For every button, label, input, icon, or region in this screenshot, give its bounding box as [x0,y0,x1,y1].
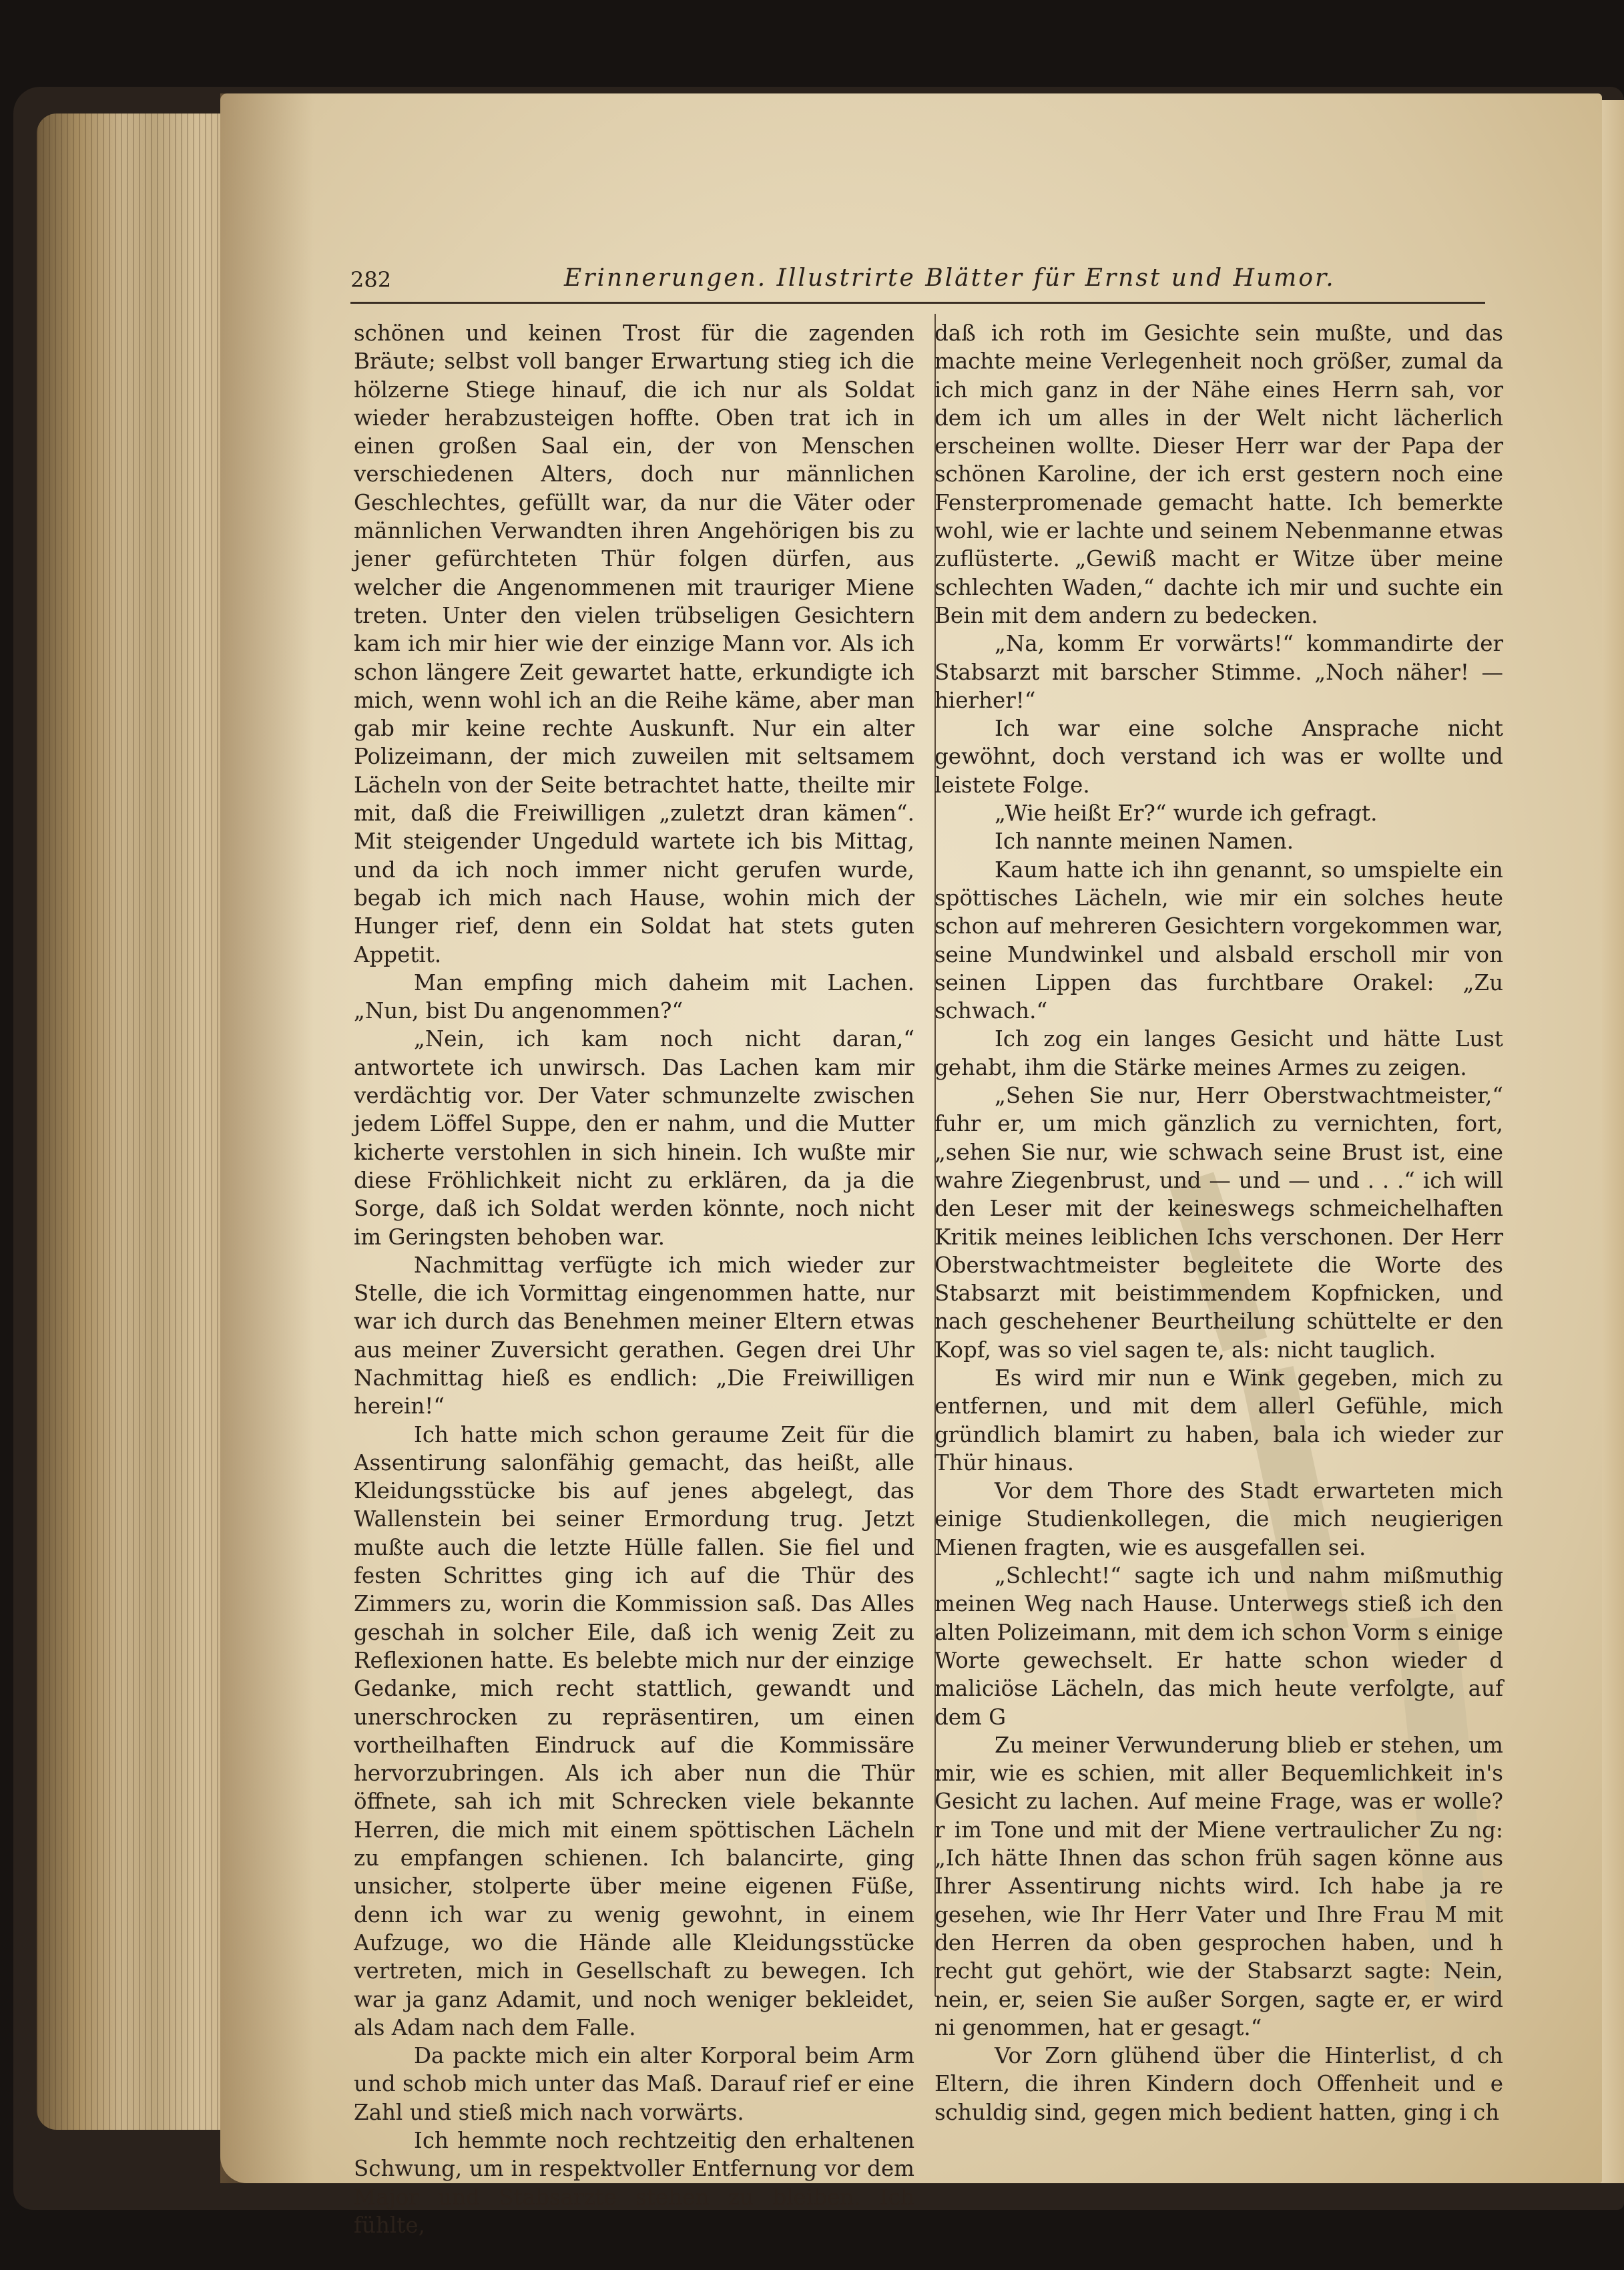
paragraph: Nachmittag verfügte ich mich wieder zur Stelle, die ich Vormittag eingenommen hatte, nur war ich durch das Benehmen meiner Eltern etwas aus meiner Zuversicht gerathen. Gegen drei Uhr Nachmittag hieß es endlich: „Die Freiwilligen herein!“ [354,1252,914,1419]
paragraph: Ich hemmte noch rechtzeitig den erhaltenen Schwung, um in respektvoller Entfernung vor dem Major und Stabsarzte stehen zu bleiben. Ich fühlte, [354,2128,914,2238]
paragraph: Ich hatte mich schon geraume Zeit für die Assentirung salonfähig gemacht, das heißt, alle Kleidungsstücke bis auf jenes abgelegt, das Wallenstein bei seiner Ermordung trug. Jetzt mußte auch die letzte Hülle fallen. Sie fiel und festen Schrittes ging ich auf die Thür des Zimmers zu, worin die Kommission saß. Das Alles geschah in solcher Eile, daß ich wenig Zeit zu Reflexionen hatte. Es belebte mich nur der einzige Gedanke, mich recht stattlich, gewandt und unerschrocken zu repräsentiren, um einen vortheilhaften Eindruck auf die Kommissäre hervorzubringen. Als ich aber nun die Thür öffnete, sah ich mit Schrecken viele bekannte Herren, die mich mit einem spöttischen Lächeln zu empfangen schienen. Ich balancirte, ging unsicher, stolperte über meine eigenen Füße, denn ich war zu wenig gewohnt, in einem Aufzuge, wo die Hände alle Kleidungsstücke vertreten, mich in Gesellschaft zu bewegen. Ich war ja ganz Adamit, und noch weniger bekleidet, als Adam nach dem Falle. [354,1421,914,2040]
page-number: 282 [350,267,392,292]
paragraph: Vor Zorn glühend über die Hinterlist, d ch Eltern, die ihren Kindern doch Offenheit und e schuldig sind, gegen mich bedient hatten, ging i ch [934,2043,1503,2125]
paragraph: Zu meiner Verwunderung blieb er stehen, um mir, wie es schien, mit aller Bequemlichkeit in's Gesicht zu lachen. Auf meine Frage, was er wolle? r im Tone und mit der Miene vertraulicher Zu ng: „Ich hätte Ihnen das schon früh sagen könne aus Ihrer Assentirung nichts wird. Ich habe ja re gesehen, wie Ihr Herr Vater und Ihre Frau M mit den Herren da oben gesprochen haben, und h recht gut gehört, wie der Stabsarzt sagte: Nein, nein, er, seien Sie außer Sorgen, sagte er, er wird ni genommen, hat er gesagt.“ [934,1732,1503,2040]
paragraph: Man empfing mich daheim mit Lachen. „Nun, bist Du angenommen?“ [354,969,914,1024]
paragraph: „Sehen Sie nur, Herr Oberstwachtmeister,“ fuhr er, um mich gänzlich zu vernichten, fort, „sehen Sie nur, wie schwach seine Brust ist, eine wahre Ziegenbrust, und — und — und . . .“ ich will den Leser mit der keineswegs schmeichelhaften Kritik meines leiblichen Ichs verschonen. Der Herr Oberstwachtmeister begleitete die Worte des Stabsarzt mit beistimmendem Kopfnicken, und nach geschehener Beurtheilung schüttelte er den Kopf, was so viel sagen te, als: nicht tauglich. [934,1083,1503,1363]
left-column [354,319,914,2239]
paragraph: „Na, komm Er vorwärts!“ kommandirte der Stabsarzt mit barscher Stimme. „Noch näher! — hierher!“ [934,631,1503,713]
paragraph: Ich war eine solche Ansprache nicht gewöhnt, doch verstand ich was er wollte und leistete Folge. [934,716,1503,798]
paragraph: Ich zog ein langes Gesicht und hätte Lust gehabt, ihm die Stärke meines Armes zu zeigen. [934,1026,1503,1080]
paragraph: Kaum hatte ich ihn genannt, so umspielte ein spöttisches Lächeln, wie mir ein solches heute schon auf mehreren Gesichtern vorgekommen war, seine Mundwinkel und alsbald erscholl mir von seinen Lippen das furchtbare Orakel: „Zu schwach.“ [934,857,1503,1024]
paragraph: Ich nannte meinen Namen. [995,829,1294,855]
page-edges [37,114,250,2130]
paragraph: „Nein, ich kam noch nicht daran,“ antwortete ich unwirsch. Das Lachen kam mir verdächtig vor. Der Vater schmunzelte zwischen jedem Löffel Suppe, den er nahm, und die Mutter kicherte verstohlen in sich hinein. Ich wußte mir diese Fröhlichkeit nicht zu erklären, da ja die Sorge, daß ich Soldat werden könnte, noch nicht im Geringsten behoben war. [354,1026,914,1250]
paragraph: schönen und keinen Trost für die zagenden Bräute; selbst voll banger Erwartung stieg ich die hölzerne Stiege hinauf, die ich nur als Soldat wieder herabzusteigen hoffte. Oben trat ich in einen großen Saal ein, der von Menschen verschiedenen Alters, doch nur männlichen Geschlechtes, gefüllt war, da nur die Väter oder männlichen Verwandten ihren Angehörigen bis zu jener gefürchteten Thür folgen dürfen, aus welcher die Angenommenen mit trauriger Miene treten. Unter den vielen trübseligen Gesichtern kam ich mir hier wie der einzige Mann vor. Als ich schon längere Zeit gewartet hatte, erkundigte ich mich, wenn wohl ich an die Reihe käme, aber man gab mir keine rechte Auskunft. Nur ein alter Polizeimann, der mich zuweilen mit seltsamem Lächeln von der Seite betrachtet hatte, theilte mir mit, daß die Freiwilligen „zuletzt dran kämen“. Mit steigender Ungeduld wartete ich bis Mittag, und da ich noch immer nicht gerufen wurde, begab ich mich nach Hause, wohin mich der Hunger rief, denn ein Soldat hat stets guten Appetit. [354,320,914,967]
paragraph: Da packte mich ein alter Korporal beim Arm und schob mich unter das Maß. Darauf rief er eine Zahl und stieß mich nach vorwärts. [354,2043,914,2125]
paragraph: „Schlecht!“ sagte ich und nahm mißmuthig meinen Weg nach Hause. Unterwegs stieß ich den alten Polizeimann, mit dem ich schon Vorm s einige Worte gewechselt. Er hatte schon wieder d maliciöse Lächeln, das mich heute verfolgte, auf dem G [934,1563,1503,1730]
header-rule [350,302,1485,304]
running-title: Erinnerungen. Illustrirte Blätter für Ernst und Humor. [564,264,1336,292]
page-header [350,259,1485,299]
right-column [934,319,1503,2126]
paragraph: daß ich roth im Gesichte sein mußte, und das machte meine Verlegenheit noch größer, zumal da ich mich ganz in der Nähe eines Herrn sah, vor dem ich um alles in der Welt nicht lächerlich erscheinen wollte. Dieser Herr war der Papa der schönen Karoline, der ich erst gestern noch eine Fensterpromenade gemacht hatte. Ich bemerkte wohl, wie er lachte und seinem Nebenmanne etwas zuflüsterte. „Gewiß macht er Witze über meine schlechten Waden,“ dachte ich mir und suchte ein Bein mit dem andern zu bedecken. [934,320,1503,628]
paragraph: „Wie heißt Er?“ wurde ich gefragt. [995,801,1378,827]
paragraph: Es wird mir nun e Wink gegeben, mich zu entfernen, und mit dem allerl Gefühle, mich gründlich blamirt zu haben, bala ich wieder zur Thür hinaus. [934,1365,1503,1476]
paragraph: Vor dem Thore des Stadt erwarteten mich einige Studienkollegen, die mich neugierigen Mienen fragten, wie es ausgefallen sei. [934,1478,1503,1560]
